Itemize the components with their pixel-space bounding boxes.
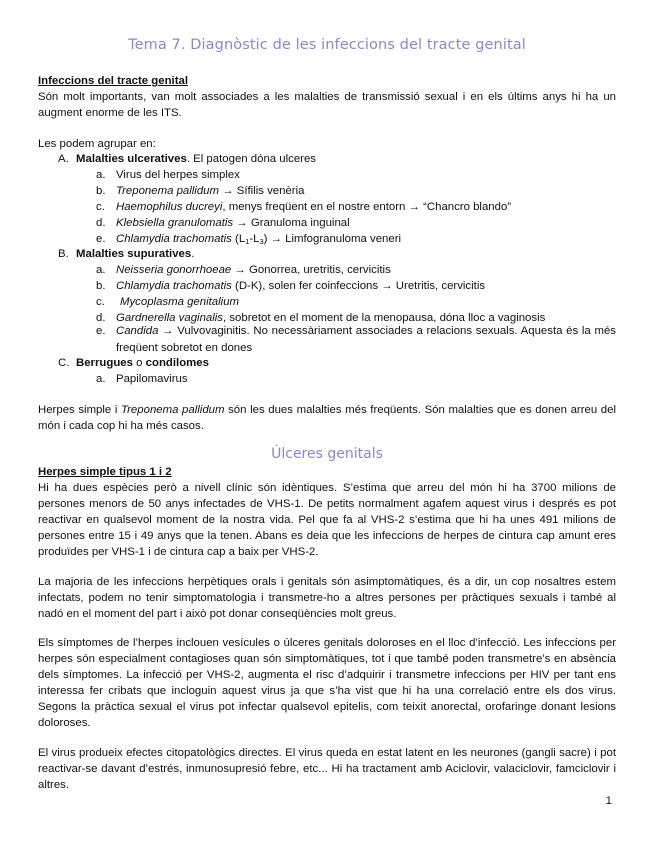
organism-name: Chlamydia trachomatis	[116, 280, 232, 292]
paragraph: Hi ha dues espècies però a nivell clínic són idèntiques. S’estima que arreu del món hi ha 3700 milions de persones menors de 50 anys infectades de VHS-1. De petits normalment agafem aquest virus i després es pot reactivar en qualsevol moment de la nostra vida. Pel que fa al VHS-2 s’estima que hi ha unes 491 milions de persones entre 15 i 49 anys que la tenen. Abans es deia que les infeccions de herpes de cintura cap amunt eres produïdes per VHS-1 i de cintura cap a baix per VHS-2.	[38, 482, 616, 558]
group-c	[76, 355, 209, 371]
list-item	[116, 199, 511, 215]
list-marker: a.	[96, 373, 106, 385]
group-b	[76, 246, 194, 262]
group-a-name: Malalties ulceratives	[76, 153, 187, 165]
serovar-close: ) → Limfogranuloma veneri	[263, 233, 402, 245]
organism-name: Treponema pallidum	[116, 185, 219, 197]
document-title: Tema 7. Diagnòstic de les infeccions del tracte genital	[128, 37, 526, 53]
list-marker: A.	[58, 153, 69, 165]
list-marker: c.	[96, 296, 105, 308]
organism-name: Candida	[116, 325, 159, 337]
paragraph: El virus produeix efectes citopatològics directes. El virus queda en estat latent en les neurones (gangli sacre) i pot reactivar-se davant d’estrés, inmunosupresió febre, etc... Hi ha tractament amb Aciclovir, valaciclovir, famciclovir i altres.	[38, 747, 616, 791]
summary-text: són les dues malalties més freqüents. Són malalties que es donen arreu del món i cada cop hi ha més casos.	[38, 404, 616, 432]
list-marker: b.	[96, 280, 106, 292]
list-marker: b.	[96, 185, 106, 197]
item-text: , sobretot en el moment de la menopausa, dóna lloc a vaginosis	[223, 312, 546, 324]
paragraph: Els símptomes de l’herpes inclouen vesícules o úlceres genitals doloroses en el lloc d’infecció. Les infeccions per herpes són especialment contagioses quan són simptomàtiques, tot i que també poden transmetre’s en absència dels símptomes. La infecció per VHS-2, augmenta el risc d’adquirir i transmetre infeccions per HIV per tant ens interessa fer cribats que incloguin aquest virus ja que s’ha vist que hi ha una correlació entre els dos virus. Segons la pràctica sexual el virus pot infectar qualsevol epitelis, com teixit anorectal, orofaringe donant lesions doloroses.	[38, 637, 616, 729]
serovar-open: (L	[231, 233, 246, 245]
list-marker: d.	[96, 217, 106, 229]
item-text: (D-K), solen fer coinfeccions → Uretritis, cervicitis	[231, 280, 486, 292]
list-item	[116, 278, 485, 294]
summary-text: Herpes simple i	[38, 404, 122, 416]
list-item	[116, 215, 350, 231]
page-number: 1	[605, 795, 612, 807]
list-item	[116, 371, 188, 387]
list-item	[116, 167, 240, 183]
list-item	[116, 183, 304, 199]
group-intro: Les podem agrupar en:	[38, 138, 156, 150]
group-c-name-b: condilomes	[145, 357, 209, 369]
intro-paragraph: Són molt importants, van molt associades a les malalties de transmissió sexual i en els últims anys hi ha un augment enorme de les ITS.	[38, 91, 616, 119]
item-text: → Vulvovaginitis. No necessàriament associades a relacions sexuals. Aquesta és la més freqüent sobretot en dones	[116, 325, 616, 354]
organism-name: Klebsiella granulomatis	[116, 217, 234, 229]
list-item	[116, 323, 616, 356]
group-b-name: Malalties supuratives	[76, 248, 192, 260]
summary-paragraph	[38, 402, 616, 434]
item-text: Papilomavirus	[116, 373, 188, 385]
group-c-joiner: o	[132, 357, 146, 369]
organism-name: Neisseria gonorrhoeae	[116, 264, 232, 276]
list-marker: c.	[96, 201, 105, 213]
serovar-dash: -L	[249, 233, 260, 245]
list-marker: a.	[96, 264, 106, 276]
group-a-desc: . El patogen dóna ulceres	[186, 153, 316, 165]
item-text: → Sífilis venèria	[219, 185, 305, 197]
organism-name: Treponema pallidum	[121, 404, 225, 416]
list-marker: a.	[96, 169, 106, 181]
section-title-genital-ulcers: Úlceres genitals	[271, 446, 383, 462]
list-marker: e.	[96, 325, 106, 337]
group-c-name-a: Berrugues	[76, 357, 133, 369]
section-heading-herpes: Herpes simple tipus 1 i 2	[38, 466, 172, 478]
organism-name: Gardnerella vaginalis	[116, 312, 224, 324]
group-a	[76, 151, 316, 167]
list-marker: C.	[58, 357, 70, 369]
item-text: → Granuloma inguinal	[233, 217, 350, 229]
group-b-desc: .	[191, 248, 195, 260]
list-marker: B.	[58, 248, 69, 260]
list-marker: e.	[96, 233, 106, 245]
item-text: Virus del herpes simplex	[116, 169, 240, 181]
organism-name: Haemophilus ducreyi	[116, 201, 223, 213]
serovar-sub: 1	[245, 237, 250, 246]
list-item	[116, 231, 401, 247]
item-text: , menys freqüent en el nostre entorn → “Chancro blando”	[222, 201, 512, 213]
paragraph: La majoria de les infeccions herpètiques orals i genitals són asimptomàtiques, és a dir, un cop nosaltres estem infectats, podem no tenir simptomatologia i transmetre-ho a altres persones per pràctiques sexuals i també al nadó en el moment del part i això pot donar conseqüències molt greus.	[38, 576, 616, 620]
organism-name: Mycoplasma genitalium	[120, 296, 240, 308]
list-item	[120, 294, 239, 310]
list-marker: d.	[96, 312, 106, 324]
list-item	[116, 262, 391, 278]
serovar-sub: 3	[259, 237, 264, 246]
section-heading-genital-infections: Infeccions del tracte genital	[38, 75, 189, 87]
organism-name: Chlamydia trachomatis	[116, 233, 232, 245]
item-text: → Gonorrea, uretritis, cervicitis	[231, 264, 391, 276]
